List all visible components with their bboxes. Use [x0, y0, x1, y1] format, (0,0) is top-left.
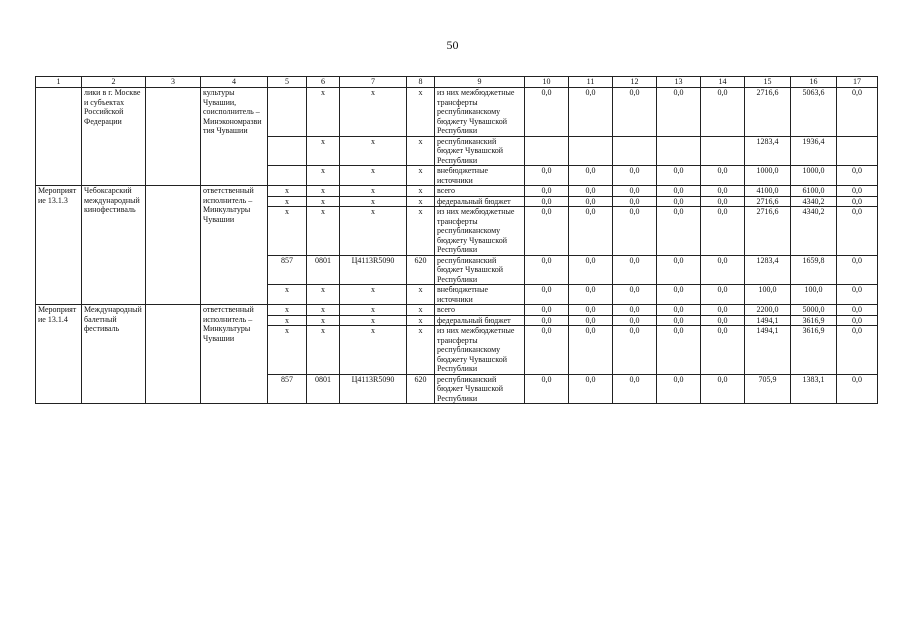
- expense-type-code: х: [407, 136, 435, 166]
- amount-cell: 0,0: [701, 166, 745, 186]
- table-header: [36, 77, 878, 88]
- grbs-code: х: [268, 315, 307, 326]
- amount-cell: 0,0: [525, 326, 569, 375]
- amount-cell: 0,0: [613, 196, 657, 207]
- amount-cell: 0,0: [657, 255, 701, 285]
- amount-cell: 0,0: [525, 305, 569, 316]
- target-article-code: Ц4113R5090: [340, 255, 407, 285]
- event-name: лики в г. Москве и субъектах Российской Федерации: [82, 88, 146, 186]
- grbs-code: [268, 88, 307, 137]
- amount-cell: 0,0: [837, 285, 878, 305]
- empty-cell: [146, 305, 201, 404]
- amount-cell: 0,0: [657, 207, 701, 256]
- amount-cell: 0,0: [569, 326, 613, 375]
- section-code: х: [307, 136, 340, 166]
- grbs-code: х: [268, 305, 307, 316]
- amount-cell: 0,0: [657, 305, 701, 316]
- amount-cell: 0,0: [701, 315, 745, 326]
- amount-cell: 0,0: [569, 186, 613, 197]
- amount-cell: 0,0: [657, 315, 701, 326]
- amount-cell: 0,0: [837, 166, 878, 186]
- amount-cell: 2716,6: [745, 207, 791, 256]
- amount-cell: 0,0: [837, 374, 878, 404]
- expense-type-code: х: [407, 196, 435, 207]
- amount-cell: [525, 136, 569, 166]
- funding-source: республиканский бюджет Чувашской Республики: [435, 136, 525, 166]
- expense-type-code: х: [407, 207, 435, 256]
- amount-cell: 0,0: [701, 88, 745, 137]
- expense-type-code: х: [407, 285, 435, 305]
- funding-source: всего: [435, 186, 525, 197]
- event-label: Мероприятие 13.1.3: [36, 186, 82, 305]
- amount-cell: 0,0: [525, 186, 569, 197]
- amount-cell: 0,0: [569, 305, 613, 316]
- amount-cell: 0,0: [613, 315, 657, 326]
- amount-cell: 5063,6: [791, 88, 837, 137]
- target-article-code: х: [340, 136, 407, 166]
- amount-cell: 0,0: [525, 207, 569, 256]
- amount-cell: 0,0: [657, 374, 701, 404]
- page-number: 50: [446, 38, 459, 52]
- expense-type-code: 620: [407, 255, 435, 285]
- funding-source: из них межбюджетные трансферты республиканскому бюджету Чувашской Республики: [435, 88, 525, 137]
- budget-table: [35, 76, 878, 404]
- section-code: х: [307, 285, 340, 305]
- amount-cell: 1283,4: [745, 255, 791, 285]
- expense-type-code: х: [407, 88, 435, 137]
- column-header-13: 13: [657, 77, 701, 88]
- amount-cell: 0,0: [837, 196, 878, 207]
- section-code: х: [307, 207, 340, 256]
- grbs-code: х: [268, 285, 307, 305]
- column-header-8: 8: [407, 77, 435, 88]
- section-code: х: [307, 166, 340, 186]
- section-code: 0801: [307, 374, 340, 404]
- amount-cell: 0,0: [837, 88, 878, 137]
- column-header-9: 9: [435, 77, 525, 88]
- column-header-11: 11: [569, 77, 613, 88]
- amount-cell: 0,0: [613, 88, 657, 137]
- amount-cell: 0,0: [525, 88, 569, 137]
- amount-cell: 0,0: [569, 374, 613, 404]
- executor: ответственный исполнитель – Минкультуры Чувашии: [201, 186, 268, 305]
- amount-cell: 5000,0: [791, 305, 837, 316]
- amount-cell: 0,0: [837, 305, 878, 316]
- funding-source: федеральный бюджет: [435, 196, 525, 207]
- amount-cell: 3616,9: [791, 315, 837, 326]
- amount-cell: 0,0: [837, 255, 878, 285]
- table-row: [36, 186, 878, 197]
- target-article-code: х: [340, 207, 407, 256]
- empty-cell: [146, 186, 201, 305]
- amount-cell: 1659,8: [791, 255, 837, 285]
- amount-cell: 0,0: [613, 207, 657, 256]
- amount-cell: [701, 136, 745, 166]
- column-header-14: 14: [701, 77, 745, 88]
- event-label: Мероприятие 13.1.4: [36, 305, 82, 404]
- event-label: [36, 88, 82, 186]
- table-row: [36, 88, 878, 137]
- amount-cell: 0,0: [701, 305, 745, 316]
- amount-cell: 0,0: [613, 326, 657, 375]
- amount-cell: 0,0: [701, 285, 745, 305]
- target-article-code: х: [340, 166, 407, 186]
- amount-cell: 0,0: [701, 255, 745, 285]
- amount-cell: 4340,2: [791, 207, 837, 256]
- amount-cell: 4340,2: [791, 196, 837, 207]
- amount-cell: [569, 136, 613, 166]
- expense-type-code: х: [407, 186, 435, 197]
- column-header-15: 15: [745, 77, 791, 88]
- amount-cell: 1936,4: [791, 136, 837, 166]
- amount-cell: 100,0: [745, 285, 791, 305]
- amount-cell: 0,0: [525, 374, 569, 404]
- event-name: Международный балетный фестиваль: [82, 305, 146, 404]
- executor: ответственный исполнитель – Минкультуры Чувашии: [201, 305, 268, 404]
- amount-cell: 0,0: [613, 186, 657, 197]
- funding-source: из них межбюджетные трансферты республиканскому бюджету Чувашской Республики: [435, 326, 525, 375]
- grbs-code: х: [268, 326, 307, 375]
- amount-cell: 0,0: [613, 285, 657, 305]
- column-header-4: 4: [201, 77, 268, 88]
- column-header-6: 6: [307, 77, 340, 88]
- amount-cell: 0,0: [569, 285, 613, 305]
- amount-cell: 0,0: [613, 166, 657, 186]
- expense-type-code: х: [407, 315, 435, 326]
- amount-cell: 6100,0: [791, 186, 837, 197]
- amount-cell: 1494,1: [745, 326, 791, 375]
- grbs-code: х: [268, 186, 307, 197]
- amount-cell: 0,0: [701, 207, 745, 256]
- target-article-code: х: [340, 305, 407, 316]
- amount-cell: 1383,1: [791, 374, 837, 404]
- amount-cell: [613, 136, 657, 166]
- amount-cell: 0,0: [613, 305, 657, 316]
- amount-cell: 0,0: [837, 315, 878, 326]
- column-header-7: 7: [340, 77, 407, 88]
- amount-cell: 0,0: [701, 374, 745, 404]
- expense-type-code: х: [407, 326, 435, 375]
- amount-cell: 0,0: [613, 255, 657, 285]
- amount-cell: 0,0: [701, 186, 745, 197]
- amount-cell: 0,0: [525, 285, 569, 305]
- column-header-16: 16: [791, 77, 837, 88]
- header-row: [36, 77, 878, 88]
- funding-source: республиканский бюджет Чувашской Республики: [435, 374, 525, 404]
- section-code: х: [307, 88, 340, 137]
- column-header-17: 17: [837, 77, 878, 88]
- amount-cell: 0,0: [657, 285, 701, 305]
- empty-cell: [146, 88, 201, 186]
- target-article-code: х: [340, 186, 407, 197]
- funding-source: республиканский бюджет Чувашской Республики: [435, 255, 525, 285]
- amount-cell: 0,0: [701, 196, 745, 207]
- amount-cell: 0,0: [657, 196, 701, 207]
- expense-type-code: х: [407, 305, 435, 316]
- amount-cell: 2200,0: [745, 305, 791, 316]
- target-article-code: х: [340, 88, 407, 137]
- amount-cell: 0,0: [525, 315, 569, 326]
- amount-cell: 0,0: [525, 255, 569, 285]
- section-code: х: [307, 196, 340, 207]
- section-code: 0801: [307, 255, 340, 285]
- amount-cell: 2716,6: [745, 196, 791, 207]
- amount-cell: 0,0: [837, 186, 878, 197]
- amount-cell: 0,0: [657, 186, 701, 197]
- expense-type-code: х: [407, 166, 435, 186]
- amount-cell: 4100,0: [745, 186, 791, 197]
- amount-cell: 0,0: [613, 374, 657, 404]
- amount-cell: 0,0: [657, 88, 701, 137]
- amount-cell: [657, 136, 701, 166]
- funding-source: внебюджетные источники: [435, 166, 525, 186]
- amount-cell: 0,0: [569, 315, 613, 326]
- column-header-1: 1: [36, 77, 82, 88]
- amount-cell: 0,0: [837, 326, 878, 375]
- amount-cell: 0,0: [569, 196, 613, 207]
- section-code: х: [307, 305, 340, 316]
- amount-cell: 2716,6: [745, 88, 791, 137]
- column-header-3: 3: [146, 77, 201, 88]
- amount-cell: 1283,4: [745, 136, 791, 166]
- target-article-code: х: [340, 315, 407, 326]
- amount-cell: 1000,0: [791, 166, 837, 186]
- funding-source: федеральный бюджет: [435, 315, 525, 326]
- amount-cell: 0,0: [657, 326, 701, 375]
- column-header-5: 5: [268, 77, 307, 88]
- amount-cell: 0,0: [837, 207, 878, 256]
- grbs-code: х: [268, 196, 307, 207]
- target-article-code: х: [340, 326, 407, 375]
- amount-cell: 705,9: [745, 374, 791, 404]
- funding-source: внебюджетные источники: [435, 285, 525, 305]
- grbs-code: [268, 136, 307, 166]
- amount-cell: 0,0: [569, 255, 613, 285]
- amount-cell: 0,0: [525, 166, 569, 186]
- event-name: Чебоксарский международный кинофестиваль: [82, 186, 146, 305]
- table-body: [36, 88, 878, 404]
- amount-cell: 100,0: [791, 285, 837, 305]
- expense-type-code: 620: [407, 374, 435, 404]
- target-article-code: Ц4113R5090: [340, 374, 407, 404]
- grbs-code: [268, 166, 307, 186]
- amount-cell: 1000,0: [745, 166, 791, 186]
- section-code: х: [307, 315, 340, 326]
- amount-cell: 1494,1: [745, 315, 791, 326]
- column-header-12: 12: [613, 77, 657, 88]
- target-article-code: х: [340, 196, 407, 207]
- section-code: х: [307, 326, 340, 375]
- grbs-code: х: [268, 207, 307, 256]
- section-code: х: [307, 186, 340, 197]
- amount-cell: 0,0: [701, 326, 745, 375]
- column-header-2: 2: [82, 77, 146, 88]
- funding-source: всего: [435, 305, 525, 316]
- column-header-10: 10: [525, 77, 569, 88]
- amount-cell: 0,0: [569, 88, 613, 137]
- amount-cell: [837, 136, 878, 166]
- table-row: [36, 305, 878, 316]
- amount-cell: 3616,9: [791, 326, 837, 375]
- target-article-code: х: [340, 285, 407, 305]
- funding-source: из них межбюджетные трансферты республиканскому бюджету Чувашской Республики: [435, 207, 525, 256]
- amount-cell: 0,0: [525, 196, 569, 207]
- executor: культуры Чувашии, соисполнитель – Минэкономразвития Чувашии: [201, 88, 268, 186]
- amount-cell: 0,0: [657, 166, 701, 186]
- amount-cell: 0,0: [569, 207, 613, 256]
- grbs-code: 857: [268, 374, 307, 404]
- grbs-code: 857: [268, 255, 307, 285]
- amount-cell: 0,0: [569, 166, 613, 186]
